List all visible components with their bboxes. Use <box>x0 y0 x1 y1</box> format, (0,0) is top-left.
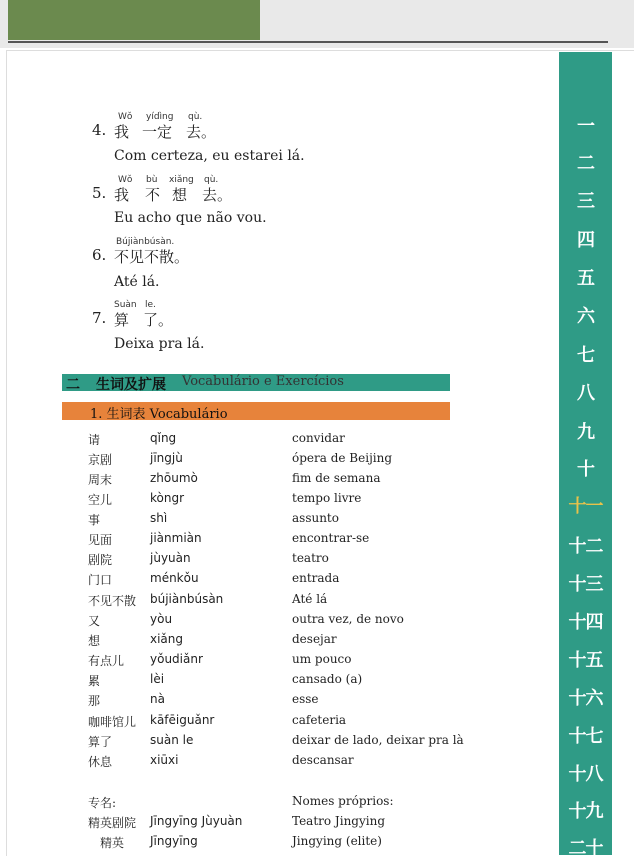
vocab-cn: 剧院 <box>88 553 113 567</box>
vocab-pinyin: xiǎng <box>150 632 184 646</box>
vocab-cn: 不见不散 <box>88 594 137 608</box>
example-number: 5. <box>92 184 107 202</box>
top-green-block <box>8 0 260 40</box>
vocab-pt: Teatro Jingying <box>292 814 386 828</box>
vocab-cn: 算了 <box>88 735 113 749</box>
translation: Eu acho que não vou. <box>114 210 267 226</box>
chinese-word: 我 <box>114 123 130 141</box>
vocab-row <box>88 814 468 834</box>
section-header <box>62 374 450 391</box>
lesson-tab-1[interactable]: 一 <box>577 116 594 137</box>
pinyin: qù. <box>204 175 219 185</box>
example-number: 4. <box>92 121 107 139</box>
vocab-row <box>88 491 468 511</box>
section-title-cn: 生词及扩展 <box>96 377 166 393</box>
pinyin: Wǒ <box>118 112 133 122</box>
pinyin: Wǒ <box>118 175 133 185</box>
vocab-pt: Até lá <box>292 592 328 606</box>
vocab-cn: 见面 <box>88 533 113 547</box>
vocab-pinyin: kāfēiguǎnr <box>150 713 215 727</box>
proper-label-cn: 专名: <box>88 796 117 810</box>
vocab-pinyin: yǒudiǎnr <box>150 652 203 666</box>
lesson-tab-13[interactable]: 十三 <box>568 574 603 595</box>
lesson-tab-2[interactable]: 二 <box>577 153 594 174</box>
vocab-cn: 精英剧院 <box>88 816 137 830</box>
pinyin: le. <box>145 300 156 310</box>
vocab-pinyin: zhōumò <box>150 471 198 485</box>
lesson-tab-7[interactable]: 七 <box>577 345 594 366</box>
translation: Até lá. <box>114 274 160 290</box>
vocab-pt: outra vez, de novo <box>292 612 404 626</box>
vocab-cn: 门口 <box>88 573 113 587</box>
vocab-row <box>88 551 468 571</box>
vocab-pt: esse <box>292 692 319 706</box>
vocab-cn: 精英 <box>100 836 125 850</box>
vocab-cn: 有点儿 <box>88 654 125 668</box>
vocab-pt: convidar <box>292 431 345 445</box>
lesson-tab-3[interactable]: 三 <box>577 191 594 212</box>
lesson-tab-20[interactable]: 二十 <box>568 838 603 859</box>
vocab-pinyin: jiànmiàn <box>150 531 202 545</box>
pinyin: xiǎng <box>169 175 194 185</box>
chinese-word: 一定 <box>142 123 173 141</box>
vocab-pinyin: nà <box>150 692 165 706</box>
vocab-row <box>88 612 468 632</box>
vocab-cn: 空儿 <box>88 493 113 507</box>
pinyin: Bújiànbúsàn. <box>116 237 175 247</box>
translation: Deixa pra lá. <box>114 336 205 352</box>
vocab-pt: fim de semana <box>292 471 381 485</box>
vocab-cn: 事 <box>88 513 101 527</box>
vocab-pinyin: jīngjù <box>150 451 183 465</box>
example-number: 6. <box>92 246 107 264</box>
vocab-row <box>88 632 468 652</box>
vocab-pinyin: yòu <box>150 612 173 626</box>
vocab-pinyin: kòngr <box>150 491 185 505</box>
chinese-word: 去。 <box>202 186 233 204</box>
lesson-tab-18[interactable]: 十八 <box>568 764 603 785</box>
lesson-tab-11[interactable]: 十一 <box>568 496 603 517</box>
pinyin: yídìng <box>146 112 174 122</box>
vocab-pt: ópera de Beijing <box>292 451 393 465</box>
chinese-word: 算 <box>114 311 130 329</box>
vocab-pinyin: Jīngyīng <box>150 834 198 848</box>
lesson-tab-12[interactable]: 十二 <box>568 536 603 557</box>
vocab-pinyin: bújiànbúsàn <box>150 592 224 606</box>
vocab-pt: Jingying (elite) <box>292 834 382 848</box>
vocab-pinyin: shì <box>150 511 168 525</box>
vocab-pt: assunto <box>292 511 339 525</box>
vocab-row <box>88 431 468 451</box>
vocab-row <box>88 713 468 733</box>
lesson-tab-17[interactable]: 十七 <box>568 726 603 747</box>
vocab-pt: cansado (a) <box>292 672 363 686</box>
vocab-cn: 请 <box>88 433 101 447</box>
chinese-word: 去。 <box>186 123 217 141</box>
vocab-row <box>88 733 468 753</box>
vocab-cn: 又 <box>88 614 101 628</box>
pinyin: bù <box>146 175 158 185</box>
vocab-pt: cafeteria <box>292 713 347 727</box>
top-rule <box>8 41 608 43</box>
vocab-cn: 休息 <box>88 755 113 769</box>
subsection-header <box>62 402 450 420</box>
vocab-row <box>88 753 468 773</box>
vocab-row <box>88 672 468 692</box>
vocab-pinyin: Jīngyīng Jùyuàn <box>150 814 243 828</box>
lesson-tab-16[interactable]: 十六 <box>568 688 603 709</box>
vocab-pinyin: ménkǒu <box>150 571 199 585</box>
translation: Com certeza, eu estarei lá. <box>114 148 305 164</box>
lesson-tab-9[interactable]: 九 <box>577 422 594 443</box>
vocab-pt: teatro <box>292 551 329 565</box>
vocab-row <box>88 652 468 672</box>
proper-label-pt: Nomes próprios: <box>292 794 394 808</box>
section-title-pt: Vocabulário e Exercícios <box>182 374 344 389</box>
vocab-pt: tempo livre <box>292 491 362 505</box>
vocab-pt: deixar de lado, deixar pra là <box>292 733 464 747</box>
vocab-pt: um pouco <box>292 652 352 666</box>
vocab-row <box>88 834 468 854</box>
pinyin: Suàn <box>114 300 137 310</box>
vocab-row <box>88 511 468 531</box>
vocab-pt: descansar <box>292 753 354 767</box>
lesson-tab-strip <box>559 52 612 859</box>
vocab-pt: desejar <box>292 632 337 646</box>
vocab-row <box>88 471 468 491</box>
chinese-word: 不见不散。 <box>114 248 190 266</box>
vocab-cn: 咖啡馆儿 <box>88 715 137 729</box>
vocab-pinyin: jùyuàn <box>150 551 191 565</box>
lesson-tab-6[interactable]: 六 <box>577 306 594 327</box>
section-number: 二 <box>66 377 80 393</box>
lesson-tab-10[interactable]: 十 <box>577 459 594 480</box>
vocab-cn: 累 <box>88 674 101 688</box>
proper-names-label-row <box>88 794 468 814</box>
chinese-word: 我 <box>114 186 130 204</box>
vocab-row <box>88 592 468 612</box>
vocab-row <box>88 531 468 551</box>
example-number: 7. <box>92 309 107 327</box>
lesson-tab-15[interactable]: 十五 <box>568 650 603 671</box>
vocab-cn: 周末 <box>88 473 113 487</box>
top-bar <box>0 0 634 48</box>
vocab-pinyin: qǐng <box>150 431 177 445</box>
vocab-pt: encontrar-se <box>292 531 370 545</box>
chinese-word: 想 <box>172 186 188 204</box>
vocab-row <box>88 451 468 471</box>
vocab-row <box>88 692 468 712</box>
vocab-pinyin: lèi <box>150 672 165 686</box>
vocab-pinyin: suàn le <box>150 733 194 747</box>
lesson-tab-4[interactable]: 四 <box>577 230 594 251</box>
lesson-tab-5[interactable]: 五 <box>577 268 594 289</box>
vocab-cn: 想 <box>88 634 101 648</box>
vocab-cn: 京剧 <box>88 453 113 467</box>
chinese-word: 了。 <box>143 311 174 329</box>
vocab-row <box>88 571 468 591</box>
subsection-label: 1. 生词表 Vocabulário <box>90 407 228 422</box>
pinyin: qù. <box>188 112 203 122</box>
lesson-tab-8[interactable]: 八 <box>577 383 594 404</box>
chinese-word: 不 <box>145 186 161 204</box>
lesson-tab-19[interactable]: 十九 <box>568 801 603 822</box>
lesson-tab-14[interactable]: 十四 <box>568 612 603 633</box>
vocab-pt: entrada <box>292 571 340 585</box>
vocab-cn: 那 <box>88 694 101 708</box>
vocab-pinyin: xiūxi <box>150 753 179 767</box>
